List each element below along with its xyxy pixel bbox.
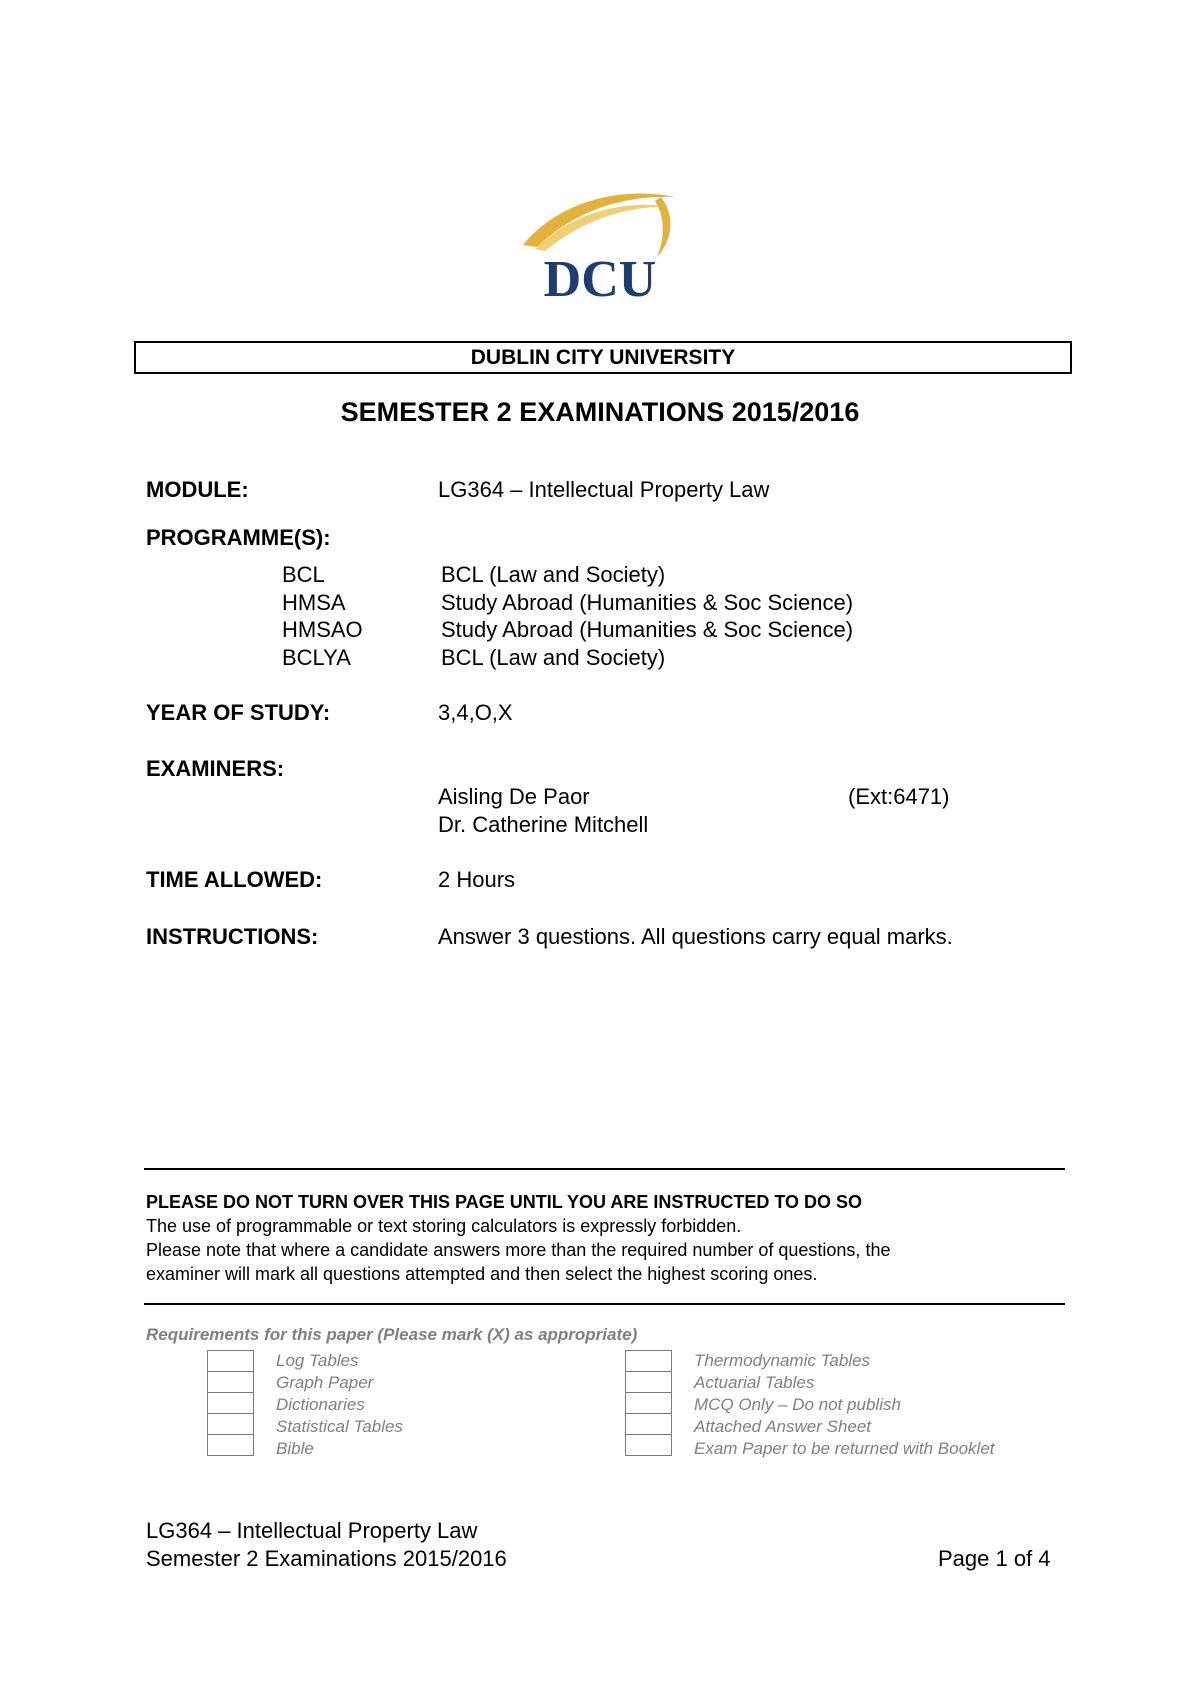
notice-block bbox=[146, 1190, 890, 1286]
examiners-label: EXAMINERS: bbox=[146, 756, 285, 781]
requirement-label: Dictionaries bbox=[276, 1395, 365, 1414]
examiner-name: Aisling De Paor bbox=[438, 784, 590, 809]
requirement-checkbox[interactable] bbox=[208, 1414, 254, 1435]
notice-line: The use of programmable or text storing calculators is expressly forbidden. bbox=[146, 1216, 742, 1236]
requirements-left-labels bbox=[276, 1350, 403, 1460]
requirements-right-labels bbox=[694, 1350, 995, 1460]
requirement-label: Statistical Tables bbox=[276, 1417, 403, 1436]
programme-name: BCL (Law and Society) bbox=[441, 562, 666, 587]
module-value: LG364 – Intellectual Property Law bbox=[438, 477, 770, 502]
requirement-label: Bible bbox=[276, 1439, 314, 1458]
university-name: DUBLIN CITY UNIVERSITY bbox=[134, 341, 1072, 374]
examiner-name: Dr. Catherine Mitchell bbox=[438, 812, 649, 837]
requirement-checkbox[interactable] bbox=[626, 1393, 672, 1414]
notice-line: examiner will mark all questions attempted and then select the highest scoring ones. bbox=[146, 1264, 818, 1284]
programme-name: Study Abroad (Humanities & Soc Science) bbox=[441, 617, 854, 642]
requirement-checkbox[interactable] bbox=[626, 1351, 672, 1372]
notice-title: PLEASE DO NOT TURN OVER THIS PAGE UNTIL YOU ARE INSTRUCTED TO DO SO bbox=[146, 1192, 863, 1212]
programme-code: BCL bbox=[282, 562, 325, 587]
requirement-checkbox[interactable] bbox=[208, 1351, 254, 1372]
requirements-right-column bbox=[625, 1350, 672, 1456]
footer-module: LG364 – Intellectual Property Law bbox=[146, 1518, 478, 1543]
requirement-checkbox[interactable] bbox=[626, 1414, 672, 1435]
footer-exam: Semester 2 Examinations 2015/2016 bbox=[146, 1546, 507, 1571]
requirement-label: Actuarial Tables bbox=[694, 1373, 815, 1392]
requirement-label: Attached Answer Sheet bbox=[694, 1417, 872, 1436]
requirement-label: Thermodynamic Tables bbox=[694, 1351, 871, 1370]
divider bbox=[144, 1303, 1065, 1305]
divider bbox=[144, 1168, 1065, 1170]
instructions-value: Answer 3 questions. All questions carry equal marks. bbox=[438, 924, 953, 949]
requirement-checkbox[interactable] bbox=[208, 1372, 254, 1393]
module-label: MODULE: bbox=[146, 477, 249, 502]
dcu-logo bbox=[515, 185, 685, 305]
programme-name: BCL (Law and Society) bbox=[441, 645, 666, 670]
requirement-label: MCQ Only – Do not publish bbox=[694, 1395, 901, 1414]
requirement-checkbox[interactable] bbox=[626, 1435, 672, 1456]
examiner-extension: (Ext:6471) bbox=[848, 784, 950, 809]
logo-swoosh-icon bbox=[515, 185, 685, 305]
requirement-label: Graph Paper bbox=[276, 1373, 374, 1392]
requirement-label: Log Tables bbox=[276, 1351, 359, 1370]
year-of-study-value: 3,4,O,X bbox=[438, 700, 513, 725]
requirements-left-column bbox=[207, 1350, 254, 1456]
time-allowed-label: TIME ALLOWED: bbox=[146, 867, 323, 892]
programme-code: HMSAO bbox=[282, 617, 363, 642]
logo-text: DCU bbox=[543, 251, 657, 305]
requirement-checkbox[interactable] bbox=[208, 1435, 254, 1456]
requirement-label: Exam Paper to be returned with Booklet bbox=[694, 1439, 995, 1458]
requirement-checkbox[interactable] bbox=[208, 1393, 254, 1414]
requirement-checkbox[interactable] bbox=[626, 1372, 672, 1393]
notice-line: Please note that where a candidate answers more than the required number of questions, the bbox=[146, 1240, 891, 1260]
time-allowed-value: 2 Hours bbox=[438, 867, 516, 892]
year-of-study-label: YEAR OF STUDY: bbox=[146, 700, 331, 725]
programme-code: HMSA bbox=[282, 590, 346, 615]
exam-title: SEMESTER 2 EXAMINATIONS 2015/2016 bbox=[340, 397, 860, 427]
page-number: Page 1 of 4 bbox=[938, 1546, 1051, 1571]
programmes-label: PROGRAMME(S): bbox=[146, 525, 331, 550]
requirements-title: Requirements for this paper (Please mark (X) as appropriate) bbox=[146, 1325, 638, 1344]
programme-name: Study Abroad (Humanities & Soc Science) bbox=[441, 590, 854, 615]
instructions-label: INSTRUCTIONS: bbox=[146, 924, 319, 949]
programme-code: BCLYA bbox=[282, 645, 351, 670]
